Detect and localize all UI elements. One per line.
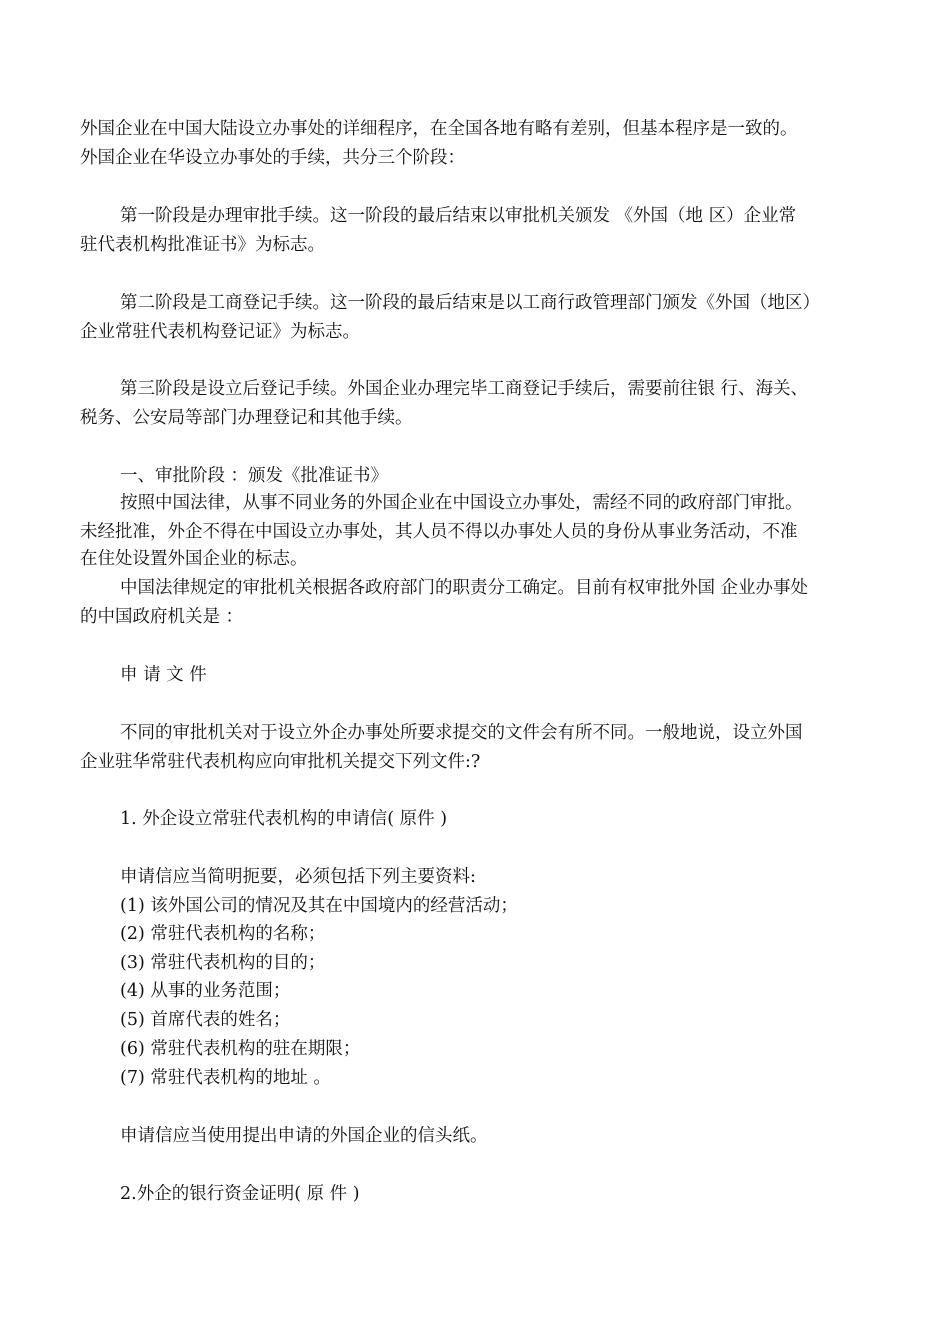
text-line: 外国企业在华设立办事处的手续，共分三个阶段：: [80, 148, 465, 168]
application-letter-intro: 申请信应当简明扼要，必须包括下列主要资料:: [120, 867, 476, 887]
text-line: 第二阶段是工商登记手续。这一阶段的最后结束是以工商行政管理部门颁发《外国（地区）: [120, 293, 820, 313]
document-item-1-title: 1. 外企设立常驻代表机构的申请信( 原件 ): [120, 809, 448, 829]
letterhead-note: 申请信应当使用提出申请的外国企业的信头纸。: [120, 1126, 488, 1146]
text-line: 企业驻华常驻代表机构应向审批机关提交下列文件:?: [80, 752, 481, 772]
text-line: 驻代表机构批准证书》为标志。: [80, 235, 325, 255]
text-line: 的中国政府机关是 ：: [80, 607, 244, 627]
text-line: 未经批准，外企不得在中国设立办事处，其人员不得以办事处人员的身份从事业务活动，不准: [80, 522, 798, 542]
text-line: 第一阶段是办理审批手续。这一阶段的最后结束以审批机关颁发 《外国（地 区）企业常: [120, 206, 797, 226]
section-heading-approval: 一、审批阶段 ：颁发《批准证书》: [120, 466, 389, 486]
text-line: 外国企业在中国大陆设立办事处的详细程序，在全国各地有略有差别，但基本程序是一致的。: [80, 119, 798, 139]
text-line: 税务、公安局等部门办理登记和其他手续。: [80, 408, 413, 428]
list-item: (1) 该外国公司的情况及其在中国境内的经营活动；: [120, 896, 518, 916]
list-item: (6) 常驻代表机构的驻在期限；: [120, 1039, 361, 1059]
text-line: 企业常驻代表机构登记证》为标志。: [80, 322, 360, 342]
list-item: (4) 从事的业务范围；: [120, 981, 291, 1001]
list-item: (7) 常驻代表机构的地址 。: [120, 1068, 331, 1088]
text-line: 在住处设置外国企业的标志。: [80, 549, 308, 569]
list-item: (2) 常驻代表机构的名称；: [120, 924, 326, 944]
text-line: 按照中国法律，从事不同业务的外国企业在中国设立办事处，需经不同的政府部门审批。: [120, 493, 803, 513]
list-item: (3) 常驻代表机构的目的；: [120, 953, 326, 973]
text-line: 中国法律规定的审批机关根据各政府部门的职责分工确定。目前有权审批外国 企业办事处: [120, 578, 809, 598]
document-item-2-title: 2.外企的银行资金证明( 原 件 ): [120, 1184, 360, 1204]
section-heading-documents: 申 请 文 件: [120, 665, 207, 685]
text-line: 第三阶段是设立后登记手续。外国企业办理完毕工商登记手续后，需要前往银 行、海关、: [120, 379, 809, 399]
list-item: (5) 首席代表的姓名；: [120, 1010, 291, 1030]
text-line: 不同的审批机关对于设立外企办事处所要求提交的文件会有所不同。一般地说，设立外国: [120, 723, 803, 743]
